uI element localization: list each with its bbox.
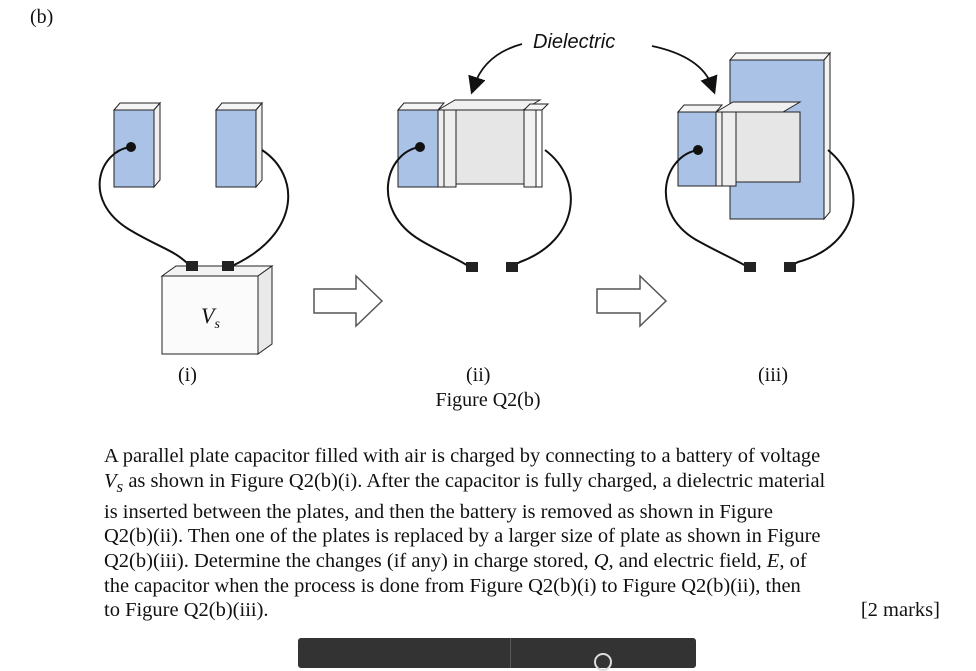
panel-iii-capacitor-large-plate — [678, 53, 830, 219]
battery-label-v: V — [201, 303, 215, 328]
battery — [162, 261, 272, 354]
marks-label: [2 marks] — [860, 599, 940, 622]
dielectric-label: Dielectric — [533, 31, 616, 53]
toolbar-divider — [510, 638, 511, 668]
var-v-sub: s — [116, 476, 124, 496]
dielectric-arrow-right — [652, 46, 712, 86]
body-line-5 — [104, 549, 940, 574]
panel-i-capacitor-plates — [114, 103, 262, 187]
dielectric-arrow-left — [474, 44, 522, 86]
circle-icon[interactable] — [594, 653, 612, 671]
overlay-toolbar[interactable] — [298, 638, 696, 668]
body-line-3: is inserted between the plates, and then the battery is removed as shown in Figure — [104, 500, 773, 523]
body-line-2 — [104, 469, 940, 500]
body-line-1: A parallel plate capacitor filled with air is charged by connecting to a battery of voltage — [104, 445, 821, 467]
process-arrow-2 — [597, 276, 666, 326]
body-line-6: the capacitor when the process is done from Figure Q2(b)(i) to Figure Q2(b)(ii), then — [104, 574, 801, 597]
var-q: Q — [593, 549, 609, 572]
question-body — [104, 444, 940, 623]
body-line-5-a: Q2(b)(iii). Determine the changes (if any) in charge stored, — [104, 549, 594, 572]
sub-caption-i: (i) — [178, 364, 197, 386]
body-line-5-c: , of — [779, 549, 807, 572]
body-line-4: Q2(b)(ii). Then one of the plates is replaced by a larger size of plate as shown in Figure — [104, 525, 821, 548]
body-line-7 — [104, 598, 940, 623]
figure-title: Figure Q2(b) — [435, 389, 541, 411]
body-line-2-text: as shown in Figure Q2(b)(i). After the capacitor is fully charged, a dielectric material — [123, 469, 826, 492]
var-e: E — [766, 549, 780, 572]
process-arrow-1 — [314, 276, 382, 326]
battery-label-sub: s — [214, 317, 220, 332]
var-v: V — [104, 469, 117, 492]
sub-caption-iii: (iii) — [758, 364, 788, 386]
body-line-5-b: , and electric field, — [608, 549, 767, 572]
body-line-7-text: to Figure Q2(b)(iii). — [104, 599, 269, 622]
part-label: (b) — [30, 6, 54, 28]
sub-caption-ii: (ii) — [466, 364, 491, 386]
